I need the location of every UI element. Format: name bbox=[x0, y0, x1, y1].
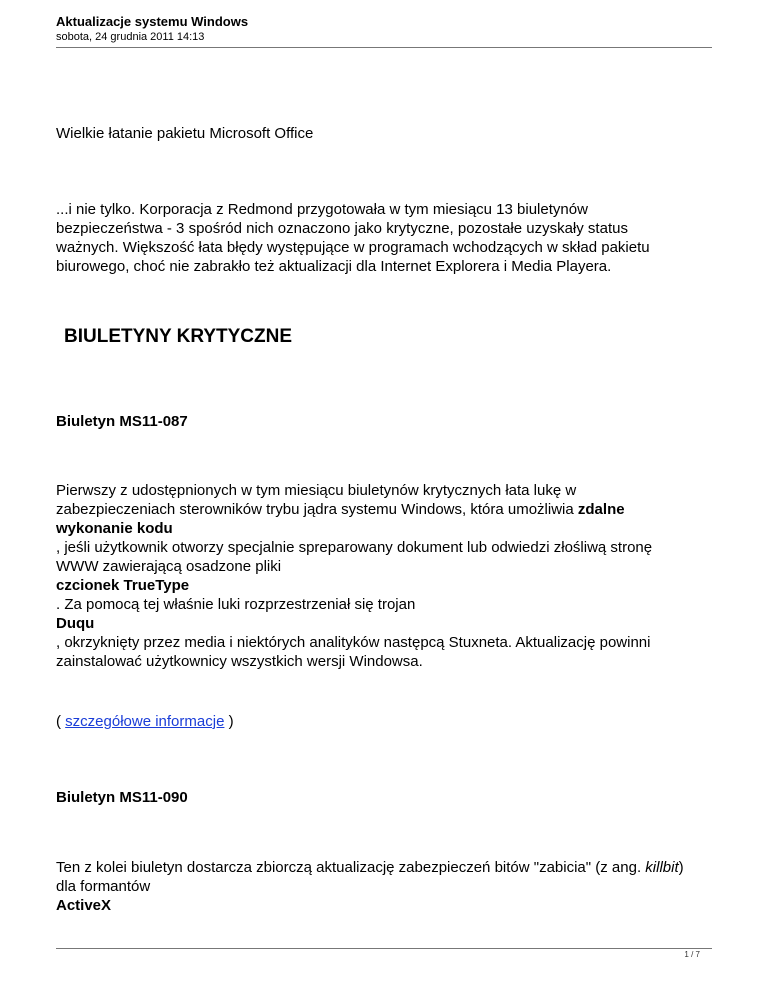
emphasis-line: czcionek TrueType bbox=[56, 577, 190, 594]
emphasis-text: zdalne bbox=[577, 501, 625, 518]
bulletin-ms11-087-body bbox=[56, 481, 716, 671]
intro-line: ...i nie tylko. Korporacja z Redmond przygotowała w tym miesiącu 13 biuletynów bbox=[56, 201, 588, 218]
emphasis-line: Duqu bbox=[56, 615, 95, 632]
body-line bbox=[56, 500, 716, 519]
details-line bbox=[56, 712, 716, 731]
body-line: WWW zawierającą osadzone pliki bbox=[56, 558, 282, 575]
intro-line: biurowego, choć nie zabrakło też aktualizacji dla Internet Explorera i Media Playera. bbox=[56, 258, 612, 275]
body-line: zainstalować użytkownicy wszystkich wersji Windowsa. bbox=[56, 653, 423, 670]
section-heading: BIULETYNY KRYTYCZNE bbox=[64, 326, 293, 347]
header-divider bbox=[56, 47, 712, 48]
document-title: Aktualizacje systemu Windows bbox=[56, 14, 249, 29]
details-link[interactable]: szczegółowe informacje bbox=[65, 713, 225, 730]
emphasis-line: wykonanie kodu bbox=[56, 520, 173, 537]
intro-line: ważnych. Większość łata błędy występujące w programach wchodzących w skład pakietu bbox=[56, 239, 650, 256]
body-line bbox=[56, 858, 716, 877]
emphasis-line: ActiveX bbox=[56, 897, 112, 914]
document-date: sobota, 24 grudnia 2011 14:13 bbox=[56, 31, 205, 43]
document-header bbox=[56, 14, 712, 44]
article-headline: Wielkie łatanie pakietu Microsoft Office bbox=[56, 125, 314, 142]
body-text: ) bbox=[678, 859, 684, 876]
bulletin-ms11-090-title: Biuletyn MS11-090 bbox=[56, 789, 188, 806]
italic-term: killbit bbox=[645, 859, 679, 876]
body-line: . Za pomocą tej właśnie luki rozprzestrzeniał się trojan bbox=[56, 596, 416, 613]
page-number: 1 / 7 bbox=[684, 950, 700, 959]
bulletin-ms11-087-title: Biuletyn MS11-087 bbox=[56, 413, 188, 430]
intro-paragraph bbox=[56, 200, 716, 276]
body-line: dla formantów bbox=[56, 878, 151, 895]
paren-open: ( bbox=[56, 713, 66, 730]
body-line: , okrzyknięty przez media i niektórych analityków następcą Stuxneta. Aktualizację powinni bbox=[56, 634, 651, 651]
body-line: Pierwszy z udostępnionych w tym miesiącu biuletynów krytycznych łata lukę w bbox=[56, 482, 577, 499]
body-text: Ten z kolei biuletyn dostarcza zbiorczą aktualizację zabezpieczeń bitów "zabicia" (z ang. bbox=[56, 859, 646, 876]
bulletin-ms11-090-body bbox=[56, 858, 716, 915]
body-line: , jeśli użytkownik otworzy specjalnie spreparowany dokument lub odwiedzi złośliwą stronę bbox=[56, 539, 653, 556]
intro-line: bezpieczeństwa - 3 spośród nich oznaczono jako krytyczne, pozostałe uzyskały status bbox=[56, 220, 628, 237]
paren-close: ) bbox=[224, 713, 234, 730]
body-text: zabezpieczeniach sterowników trybu jądra systemu Windows, która umożliwia bbox=[56, 501, 578, 518]
footer-divider bbox=[56, 948, 712, 949]
